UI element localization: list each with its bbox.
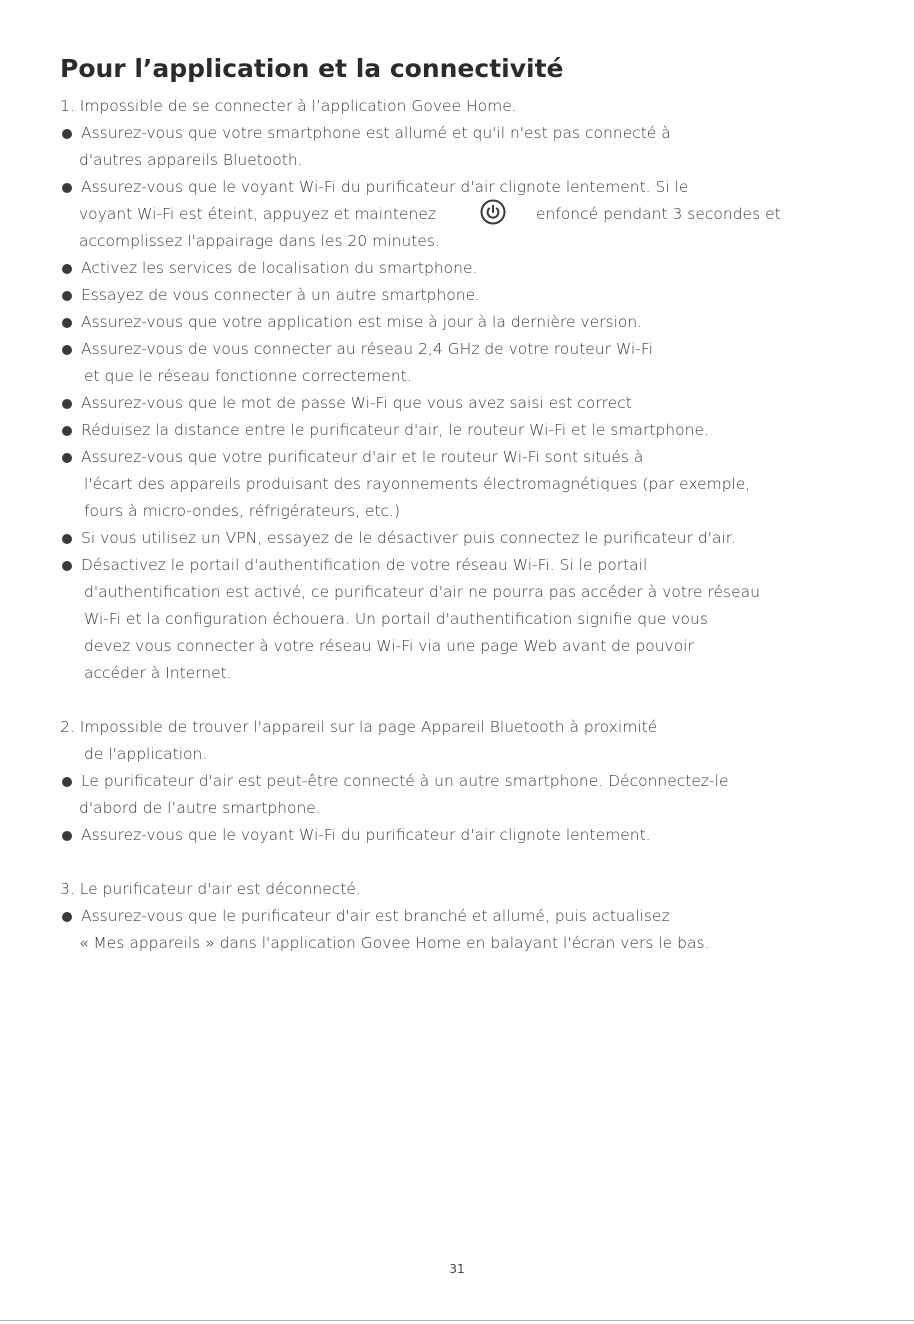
bottom-divider xyxy=(0,1320,914,1321)
list-item: Assurez-vous que le mot de passe Wi-Fi que vous avez saisi est correct xyxy=(81,394,632,412)
bullet xyxy=(62,183,72,193)
list-item: Activez les services de localisation du smartphone. xyxy=(81,259,478,277)
list-item: Essayez de vous connecter à un autre smartphone. xyxy=(81,286,481,304)
list-item-continued: et que le réseau fonctionne correctement. xyxy=(84,367,412,385)
list-item: Assurez-vous que le purificateur d'air est branché et allumé, puis actualisez xyxy=(81,907,670,925)
list-item: Assurez-vous que votre application est mise à jour à la dernière version. xyxy=(81,313,643,331)
section-2-heading-continued: de l'application. xyxy=(84,745,208,763)
bullet xyxy=(62,426,72,436)
list-item: Désactivez le portail d'authentification de votre réseau Wi-Fi. Si le portail xyxy=(81,556,648,574)
list-item: Si vous utilisez un VPN, essayez de le désactiver puis connectez le purificateur d'air. xyxy=(81,529,736,547)
list-item-continued: fours à micro-ondes, réfrigérateurs, etc.) xyxy=(84,502,401,520)
list-item-continued: accomplissez l'appairage dans les 20 minutes. xyxy=(79,232,440,250)
list-item: Le purificateur d'air est peut-être connecté à un autre smartphone. Déconnectez-le xyxy=(81,772,729,790)
section-2-heading: 2. Impossible de trouver l'appareil sur la page Appareil Bluetooth à proximité xyxy=(60,718,658,736)
bullet xyxy=(62,831,72,841)
bullet xyxy=(62,453,72,463)
list-item: Assurez-vous que votre smartphone est allumé et qu'il n'est pas connecté à xyxy=(81,124,671,142)
bullet xyxy=(62,777,72,787)
page-number: 31 xyxy=(449,1262,465,1276)
section-1-heading: 1. Impossible de se connecter à l’application Govee Home. xyxy=(60,97,517,115)
section-3-heading: 3. Le purificateur d'air est déconnecté. xyxy=(60,880,361,898)
list-item-continued: devez vous connecter à votre réseau Wi-Fi via une page Web avant de pouvoir xyxy=(84,637,694,655)
list-item-continued: d'autres appareils Bluetooth. xyxy=(79,151,303,169)
bullet xyxy=(62,534,72,544)
bullet xyxy=(62,345,72,355)
power-icon xyxy=(480,199,506,225)
list-item: Réduisez la distance entre le purificateur d'air, le routeur Wi-Fi et le smartphone. xyxy=(81,421,709,439)
list-item-continued: « Mes appareils » dans l'application Govee Home en balayant l'écran vers le bas. xyxy=(79,934,710,952)
list-item: Assurez-vous que le voyant Wi-Fi du purificateur d'air clignote lentement. xyxy=(81,826,651,844)
list-item-continued: d'authentification est activé, ce purificateur d'air ne pourra pas accéder à votre réseau xyxy=(84,583,760,601)
list-item: Assurez-vous que votre purificateur d'air et le routeur Wi-Fi sont situés à xyxy=(81,448,644,466)
list-item-continued: voyant Wi-Fi est éteint, appuyez et maintenez xyxy=(79,205,437,223)
list-item-continued: d'abord de l’autre smartphone. xyxy=(79,799,321,817)
bullet xyxy=(62,912,72,922)
list-item: Assurez-vous de vous connecter au réseau 2,4 GHz de votre routeur Wi-Fi xyxy=(81,340,653,358)
list-item: Assurez-vous que le voyant Wi-Fi du purificateur d'air clignote lentement. Si le xyxy=(81,178,689,196)
bullet xyxy=(62,129,72,139)
bullet xyxy=(62,399,72,409)
bullet xyxy=(62,561,72,571)
page-title: Pour l’application et la connectivité xyxy=(60,54,564,83)
list-item-continued: l'écart des appareils produisant des rayonnements électromagnétiques (par exemple, xyxy=(84,475,751,493)
list-item-continued: enfoncé pendant 3 secondes et xyxy=(536,205,781,223)
bullet xyxy=(62,318,72,328)
list-item-continued: accéder à Internet. xyxy=(84,664,232,682)
bullet xyxy=(62,291,72,301)
bullet xyxy=(62,264,72,274)
list-item-continued: Wi-Fi et la configuration échouera. Un portail d'authentification signifie que vous xyxy=(84,610,708,628)
